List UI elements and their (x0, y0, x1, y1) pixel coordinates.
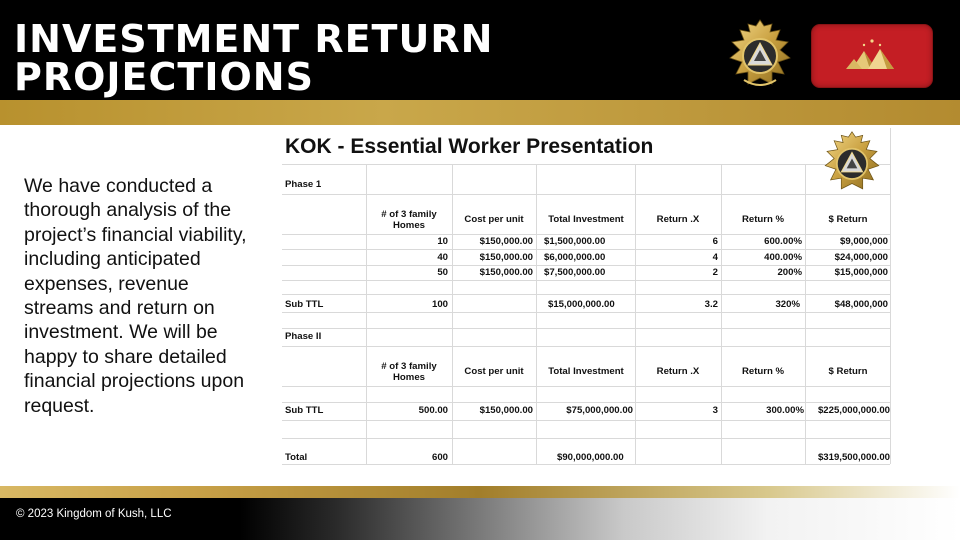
p1-row2-retx: 4 (712, 252, 718, 263)
p2-header-homes: # of 3 family Homes (381, 361, 437, 383)
header-retx: Return .X (656, 214, 700, 225)
p1-row3-homes: 50 (437, 267, 448, 278)
total-dollar: $319,500,000.00 (817, 452, 890, 463)
p2-subtotal-label: Sub TTL (285, 405, 324, 416)
header-gold-band (0, 100, 960, 125)
body-paragraph: We have conducted a thorough analysis of the project’s financial viability, including anticipated expenses, revenue streams and return on investment. We will be happy to share detailed financial projections upon request. (24, 175, 247, 417)
slide-title-line1: INVESTMENT RETURN (14, 17, 494, 61)
header-total: Total Investment (548, 214, 624, 225)
footer-gold-band (0, 486, 960, 498)
p1-subtotal-retx: 3.2 (704, 299, 718, 310)
spreadsheet-gridlines (282, 128, 892, 468)
total-label: Total (285, 452, 308, 463)
p1-subtotal-homes: 100 (431, 299, 448, 310)
total-total: $90,000,000.00 (557, 452, 624, 463)
p2-subtotal-homes: 500.00 (418, 405, 448, 416)
total-homes: 600 (431, 452, 448, 463)
p1-row1-cost: $150,000.00 (479, 236, 533, 247)
p1-subtotal-retpct: 320% (775, 299, 800, 310)
p1-row1-retpct: 600.00% (764, 236, 802, 247)
p2-header-cost: Cost per unit (464, 366, 524, 377)
p2-header-total: Total Investment (548, 366, 624, 377)
phase2-label: Phase II (285, 331, 322, 342)
p1-subtotal-dollar: $48,000,000 (834, 299, 888, 310)
phase1-label: Phase 1 (285, 179, 322, 190)
crest-emblem-icon (728, 18, 792, 92)
p1-row3-cost: $150,000.00 (479, 267, 533, 278)
crest-emblem-icon (817, 130, 887, 196)
p1-row2-cost: $150,000.00 (479, 252, 533, 263)
p1-row1-dollar: $9,000,000 (839, 236, 888, 247)
p1-row2-homes: 40 (437, 252, 448, 263)
slide-title-line2: PROJECTIONS (14, 55, 314, 99)
header-homes: # of 3 family Homes (381, 209, 437, 231)
p1-subtotal-label: Sub TTL (285, 299, 324, 310)
p2-subtotal-cost: $150,000.00 (479, 405, 533, 416)
slide-title (14, 17, 494, 99)
p2-subtotal-total: $75,000,000.00 (566, 405, 633, 416)
header-cost: Cost per unit (464, 214, 524, 225)
copyright-text: © 2023 Kingdom of Kush, LLC (16, 508, 172, 520)
p2-subtotal-dollar: $225,000,000.00 (817, 405, 890, 416)
p1-subtotal-total: $15,000,000.00 (548, 299, 615, 310)
projection-spreadsheet (282, 128, 892, 468)
p1-row1-homes: 10 (437, 236, 448, 247)
p2-subtotal-retpct: 300.00% (766, 405, 804, 416)
header-dollar: $ Return (828, 214, 868, 225)
p1-row3-retx: 2 (712, 267, 718, 278)
p1-row2-retpct: 400.00% (764, 252, 802, 263)
p1-row2-dollar: $24,000,000 (834, 252, 888, 263)
pyramids-logo (811, 24, 933, 88)
p2-header-dollar: $ Return (828, 366, 868, 377)
p2-header-retpct: Return % (741, 366, 785, 377)
p1-row1-retx: 6 (712, 236, 718, 247)
header-bar (0, 0, 960, 100)
pyramids-logo-icon (812, 25, 932, 87)
p1-row3-retpct: 200% (777, 267, 802, 278)
sheet-title: KOK - Essential Worker Presentation (285, 135, 654, 158)
p1-row3-total: $7,500,000.00 (544, 267, 606, 278)
p1-row2-total: $6,000,000.00 (544, 252, 606, 263)
p1-row1-total: $1,500,000.00 (544, 236, 606, 247)
p1-row3-dollar: $15,000,000 (834, 267, 888, 278)
header-retpct: Return % (741, 214, 785, 225)
p2-header-retx: Return .X (656, 366, 700, 377)
p2-subtotal-retx: 3 (712, 405, 718, 416)
